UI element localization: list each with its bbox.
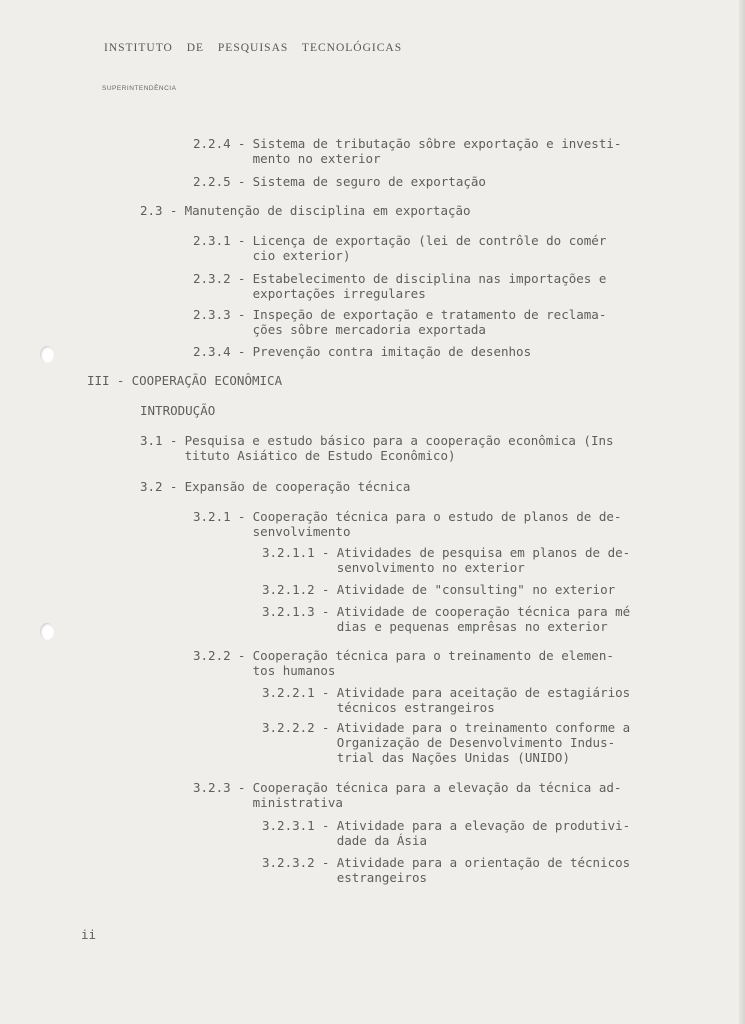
toc-entry-3-2-1-1: 3.2.1.1 - Atividades de pesquisa em planos de de- senvolvimento no exterior bbox=[262, 545, 631, 575]
page-edge bbox=[739, 0, 745, 1024]
toc-entry-2-3: 2.3 - Manutenção de disciplina em exportação bbox=[140, 203, 471, 218]
toc-entry-2-2-5: 2.2.5 - Sistema de seguro de exportação bbox=[193, 174, 486, 189]
institute-header: INSTITUTO DE PESQUISAS TECNOLÓGICAS bbox=[104, 42, 403, 54]
toc-entry-3-2: 3.2 - Expansão de cooperação técnica bbox=[140, 479, 411, 494]
entry-number: 3.2.1.1 bbox=[262, 545, 315, 560]
entry-text: Atividade de cooperação técnica para mé dias e pequenas emprêsas no exterior bbox=[336, 604, 631, 634]
toc-entry-2-3-4: 2.3.4 - Prevenção contra imitação de desenhos bbox=[193, 344, 532, 359]
toc-entry-2-3-1: 2.3.1 - Licença de exportação (lei de contrôle do comér cio exterior) bbox=[193, 233, 607, 263]
toc-entry-3-1: 3.1 - Pesquisa e estudo básico para a cooperação econômica (Ins tituto Asiático de Estudo Econômico) bbox=[140, 433, 614, 463]
entry-text: Cooperação técnica para o estudo de planos de de- senvolvimento bbox=[252, 509, 622, 539]
entry-text: Atividade para a orientação de técnicos estrangeiros bbox=[336, 855, 631, 885]
entry-number: 2.3.4 bbox=[193, 344, 231, 359]
toc-entry-3-2-2-1: 3.2.2.1 - Atividade para aceitação de estagiários técnicos estrangeiros bbox=[262, 685, 631, 715]
toc-entry-2-3-2: 2.3.2 - Estabelecimento de disciplina nas importações e exportações irregulares bbox=[193, 271, 607, 301]
entry-number: 3.2.1.2 bbox=[262, 582, 315, 597]
entry-text: Cooperação técnica para o treinamento de elemen- tos humanos bbox=[252, 648, 614, 678]
entry-number: 3.2.1 bbox=[193, 509, 231, 524]
toc-entry-3-2-2-2: 3.2.2.2 - Atividade para o treinamento conforme a Organização de Desenvolvimento Indus- trial das Nações Unidas (UNIDO) bbox=[262, 720, 631, 765]
entry-number: 3.2.3.1 bbox=[262, 818, 315, 833]
entry-text: COOPERAÇÃO ECONÔMICA bbox=[131, 373, 283, 388]
entry-text: Atividade de "consulting" no exterior bbox=[336, 582, 616, 597]
toc-entry-3-2-1-2: 3.2.1.2 - Atividade de "consulting" no exterior bbox=[262, 582, 616, 597]
entry-number: 3.1 bbox=[140, 433, 163, 448]
entry-text: INTRODUÇÃO bbox=[140, 403, 216, 418]
entry-text: Prevenção contra imitação de desenhos bbox=[252, 344, 532, 359]
toc-section-iii: III - COOPERAÇÃO ECONÔMICA bbox=[87, 373, 283, 388]
page-number: ii bbox=[81, 927, 97, 942]
entry-number: 3.2.3.2 bbox=[262, 855, 315, 870]
entry-text: Sistema de tributação sôbre exportação e investi- mento no exterior bbox=[252, 136, 622, 166]
entry-text: Sistema de seguro de exportação bbox=[252, 174, 486, 189]
punch-hole-bottom bbox=[40, 623, 54, 640]
entry-text: Manutenção de disciplina em exportação bbox=[184, 203, 471, 218]
entry-text: Atividade para o treinamento conforme a Organização de Desenvolvimento Indus- trial das Nações Unidas (UNIDO) bbox=[336, 720, 631, 765]
entry-number: 2.2.4 bbox=[193, 136, 231, 151]
entry-number: 3.2.2.1 bbox=[262, 685, 315, 700]
entry-number: 3.2 bbox=[140, 479, 163, 494]
entry-number: 3.2.3 bbox=[193, 780, 231, 795]
entry-number: 2.3.3 bbox=[193, 307, 231, 322]
entry-number: 2.3.2 bbox=[193, 271, 231, 286]
toc-entry-3-2-3-1: 3.2.3.1 - Atividade para a elevação de produtivi- dade da Ásia bbox=[262, 818, 631, 848]
toc-entry-3-2-2: 3.2.2 - Cooperação técnica para o treinamento de elemen- tos humanos bbox=[193, 648, 614, 678]
department-header: SUPERINTENDÊNCIA bbox=[102, 85, 177, 92]
entry-number: 2.2.5 bbox=[193, 174, 231, 189]
entry-number: 3.2.2.2 bbox=[262, 720, 315, 735]
entry-text: Atividade para a elevação de produtivi- dade da Ásia bbox=[336, 818, 631, 848]
toc-entry-2-3-3: 2.3.3 - Inspeção de exportação e tratamento de reclama- ções sôbre mercadoria exportada bbox=[193, 307, 607, 337]
toc-entry-3-2-1: 3.2.1 - Cooperação técnica para o estudo de planos de de- senvolvimento bbox=[193, 509, 622, 539]
entry-text: Licença de exportação (lei de contrôle do comér cio exterior) bbox=[252, 233, 607, 263]
entry-text: Atividade para aceitação de estagiários técnicos estrangeiros bbox=[336, 685, 631, 715]
entry-number: 2.3.1 bbox=[193, 233, 231, 248]
toc-entry-3-2-1-3: 3.2.1.3 - Atividade de cooperação técnica para mé dias e pequenas emprêsas no exterior bbox=[262, 604, 631, 634]
entry-text: Inspeção de exportação e tratamento de reclama- ções sôbre mercadoria exportada bbox=[252, 307, 607, 337]
entry-text: Cooperação técnica para a elevação da técnica ad- ministrativa bbox=[252, 780, 622, 810]
entry-number: 3.2.2 bbox=[193, 648, 231, 663]
toc-entry-2-2-4: 2.2.4 - Sistema de tributação sôbre exportação e investi- mento no exterior bbox=[193, 136, 622, 166]
entry-text: Atividades de pesquisa em planos de de- senvolvimento no exterior bbox=[336, 545, 631, 575]
toc-entry-3-2-3-2: 3.2.3.2 - Atividade para a orientação de técnicos estrangeiros bbox=[262, 855, 631, 885]
entry-text: Pesquisa e estudo básico para a cooperação econômica (Ins tituto Asiático de Estudo Econômico) bbox=[184, 433, 614, 463]
entry-number: 2.3 bbox=[140, 203, 163, 218]
entry-text: Expansão de cooperação técnica bbox=[184, 479, 411, 494]
entry-number: 3.2.1.3 bbox=[262, 604, 315, 619]
toc-entry-3-2-3: 3.2.3 - Cooperação técnica para a elevação da técnica ad- ministrativa bbox=[193, 780, 622, 810]
punch-hole-top bbox=[40, 346, 54, 363]
entry-number: III bbox=[87, 373, 110, 388]
entry-text: Estabelecimento de disciplina nas importações e exportações irregulares bbox=[252, 271, 607, 301]
toc-introduction bbox=[140, 403, 215, 418]
